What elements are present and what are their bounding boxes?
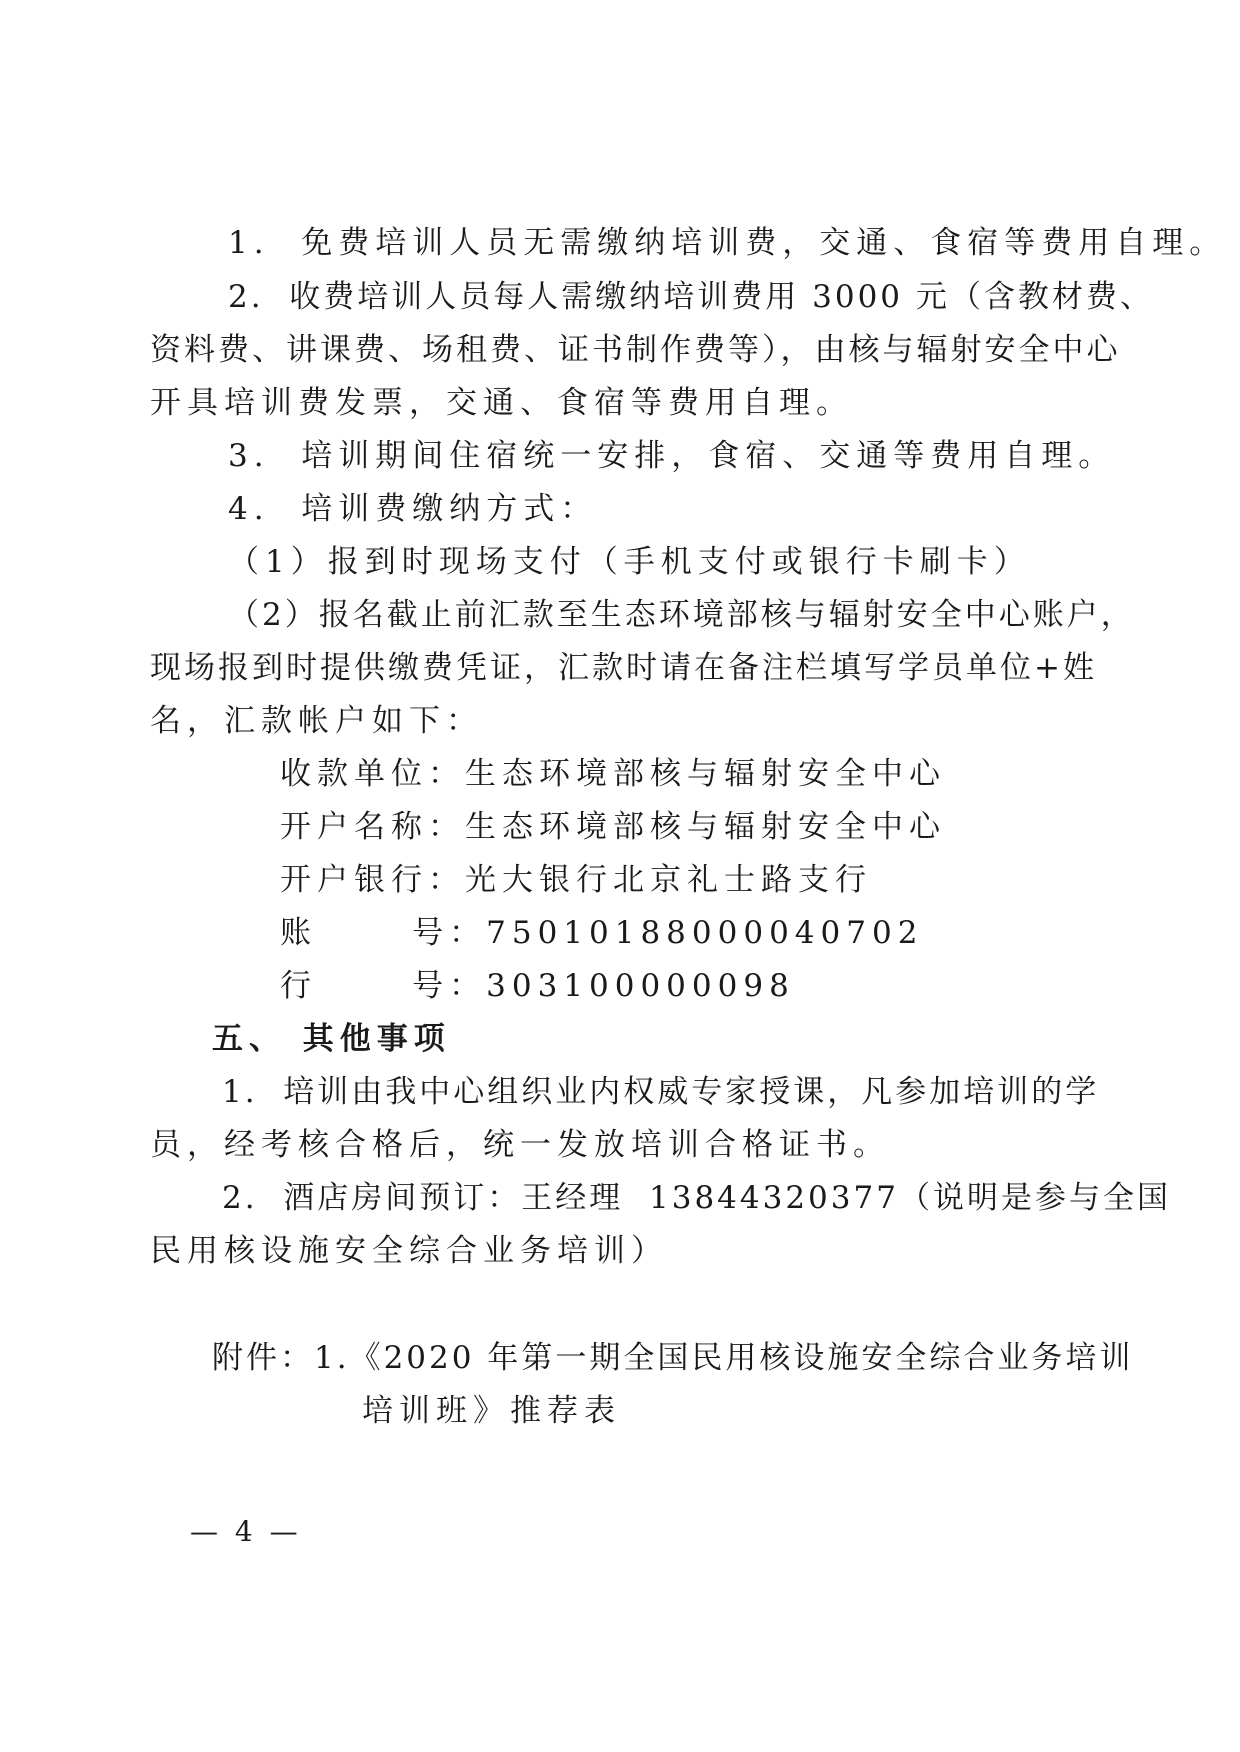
other-item-2-line-1: 2. 酒店房间预订：王经理 13844320377（说明是参与全国 — [222, 1180, 1171, 1216]
fee-item-2-line-3: 开具培训费发票，交通、食宿等费用自理。 — [150, 385, 853, 421]
section-5-heading: 五、 其他事项 — [212, 1021, 451, 1057]
fee-item-2-line-1: 2. 收费培训人员每人需缴纳培训费用 3000 元（含教材费、 — [228, 279, 1154, 315]
fee-item-4: 4. 培训费缴纳方式： — [228, 491, 598, 527]
attachment-line-1: 附件：1.《2020 年第一期全国民用核设施安全综合业务培训 — [212, 1340, 1134, 1376]
attachment-line-2: 培训班》推荐表 — [362, 1393, 621, 1429]
account-bank: 开户银行：光大银行北京礼士路支行 — [280, 862, 872, 898]
bank-code: 行 号：303100000098 — [280, 968, 795, 1004]
fee-item-3: 3. 培训期间住宿统一安排，食宿、交通等费用自理。 — [228, 438, 1116, 474]
fee-item-2-line-2: 资料费、讲课费、场租费、证书制作费等），由核与辐射安全中心 — [150, 332, 1121, 368]
payment-method-2-line-1: （2）报名截止前汇款至生态环境部核与辐射安全中心账户， — [228, 597, 1135, 633]
other-item-1-line-2: 员，经考核合格后，统一发放培训合格证书。 — [150, 1127, 890, 1163]
payment-method-2-line-3: 名，汇款帐户如下： — [150, 703, 483, 739]
fee-item-1: 1. 免费培训人员无需缴纳培训费，交通、食宿等费用自理。 — [228, 225, 1227, 261]
page-number: — 4 — — [190, 1515, 302, 1548]
account-number: 账 号：75010188000040702 — [280, 915, 924, 951]
other-item-2-line-2: 民用核设施安全综合业务培训） — [150, 1233, 668, 1269]
payment-method-1: （1）报到时现场支付（手机支付或银行卡刷卡） — [228, 544, 1031, 580]
payment-method-2-line-2: 现场报到时提供缴费凭证，汇款时请在备注栏填写学员单位+姓 — [150, 650, 1097, 686]
other-item-1-line-1: 1. 培训由我中心组织业内权威专家授课，凡参加培训的学 — [222, 1074, 1100, 1110]
account-name: 开户名称：生态环境部核与辐射安全中心 — [280, 809, 946, 845]
account-payee: 收款单位：生态环境部核与辐射安全中心 — [280, 756, 946, 792]
